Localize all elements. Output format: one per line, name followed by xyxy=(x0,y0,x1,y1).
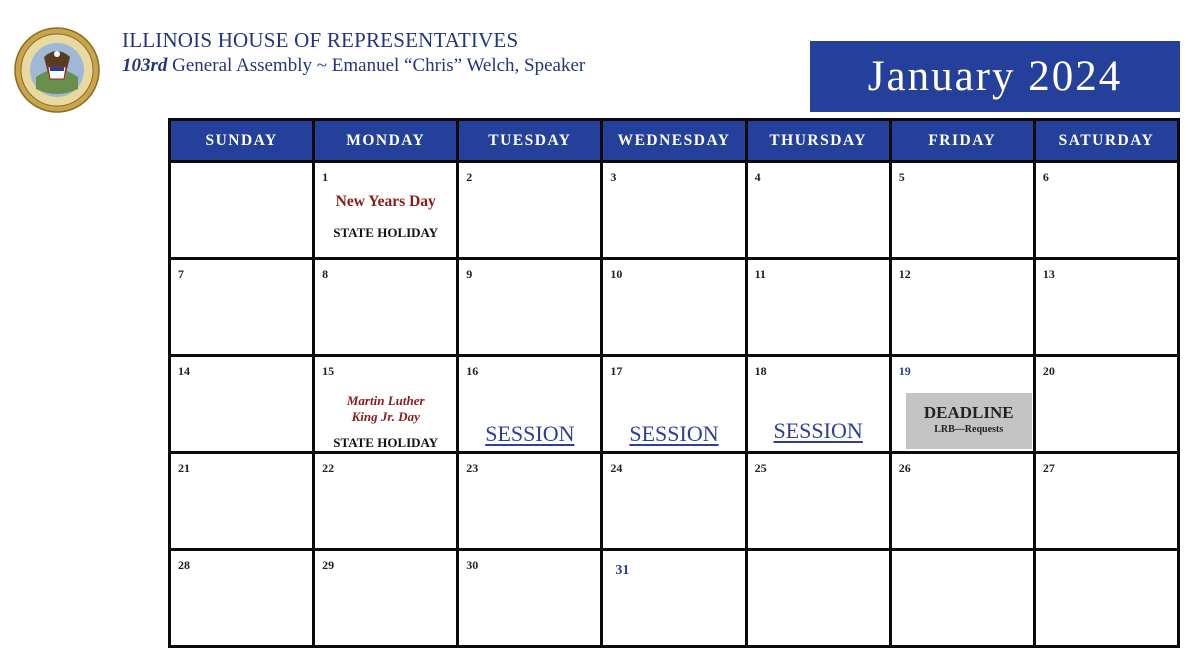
day-cell[interactable] xyxy=(602,550,746,647)
day-number: 7 xyxy=(178,267,184,281)
day-number: 30 xyxy=(466,558,479,572)
day-number: 11 xyxy=(754,267,766,281)
day-number: 23 xyxy=(466,461,479,475)
day-cell[interactable] xyxy=(1034,453,1178,550)
week-row-4 xyxy=(170,453,1179,550)
day-number: 22 xyxy=(322,461,335,475)
header-title: ILLINOIS HOUSE OF REPRESENTATIVES xyxy=(122,28,519,52)
weekday-header-monday: MONDAY xyxy=(314,120,458,162)
day-number: 20 xyxy=(1042,364,1055,378)
weekday-header-thursday: THURSDAY xyxy=(746,120,890,162)
day-cell-empty xyxy=(746,550,890,647)
state-holiday-label: STATE HOLIDAY xyxy=(333,225,439,240)
day-cell[interactable] xyxy=(890,356,1034,453)
week-row-2 xyxy=(170,259,1179,356)
weekday-header-sunday: SUNDAY xyxy=(170,120,314,162)
day-number: 31 xyxy=(615,563,630,578)
day-cell[interactable] xyxy=(746,453,890,550)
weekday-header-friday: FRIDAY xyxy=(890,120,1034,162)
day-cell[interactable] xyxy=(170,259,314,356)
day-cell[interactable] xyxy=(1034,162,1178,259)
week-row-3 xyxy=(170,356,1179,453)
day-number: 15 xyxy=(322,364,335,378)
day-number: 12 xyxy=(898,267,911,281)
day-cell-empty xyxy=(890,550,1034,647)
day-number: 25 xyxy=(754,461,767,475)
day-cell[interactable] xyxy=(890,453,1034,550)
deadline-sub-label: LRB—Requests xyxy=(934,424,1004,435)
day-cell[interactable] xyxy=(458,453,602,550)
day-cell-empty xyxy=(170,162,314,259)
day-number: 27 xyxy=(1042,461,1055,475)
session-label: SESSION xyxy=(485,421,575,446)
day-number: 4 xyxy=(754,170,761,184)
day-cell[interactable] xyxy=(314,259,458,356)
day-cell[interactable] xyxy=(602,259,746,356)
day-cell[interactable] xyxy=(890,259,1034,356)
day-number: 8 xyxy=(322,267,329,281)
calendar-grid xyxy=(168,118,1180,648)
session-label: SESSION xyxy=(773,418,863,443)
state-holiday-label: STATE HOLIDAY xyxy=(333,435,439,450)
day-number: 3 xyxy=(610,170,617,184)
holiday-mlk-line2: King Jr. Day xyxy=(351,409,420,424)
day-cell[interactable] xyxy=(1034,259,1178,356)
assembly-speaker: General Assembly ~ Emanuel “Chris” Welch, Speaker xyxy=(167,55,586,76)
day-number: 29 xyxy=(322,558,335,572)
day-cell[interactable] xyxy=(170,453,314,550)
day-cell[interactable] xyxy=(314,453,458,550)
day-number: 24 xyxy=(610,461,623,475)
day-number: 18 xyxy=(754,364,767,378)
day-number: 13 xyxy=(1042,267,1055,281)
weekday-header-saturday: SATURDAY xyxy=(1034,120,1178,162)
weekday-header-row xyxy=(170,120,1179,162)
illinois-seal-icon xyxy=(14,27,100,113)
day-number: 16 xyxy=(466,364,479,378)
header-subtitle xyxy=(122,55,585,77)
day-cell[interactable] xyxy=(602,453,746,550)
week-row-1 xyxy=(170,162,1179,259)
day-number: 5 xyxy=(898,170,905,184)
holiday-mlk-day xyxy=(315,393,456,425)
day-cell-empty xyxy=(1034,550,1178,647)
day-cell[interactable] xyxy=(458,162,602,259)
day-number: 2 xyxy=(466,170,473,184)
day-number: 1 xyxy=(322,170,329,184)
day-cell[interactable] xyxy=(746,162,890,259)
day-number: 9 xyxy=(466,267,473,281)
day-number: 19 xyxy=(898,364,911,378)
day-number: 21 xyxy=(178,461,190,475)
assembly-number: 103rd xyxy=(122,55,168,76)
weekday-header-wednesday: WEDNESDAY xyxy=(602,120,746,162)
day-cell[interactable] xyxy=(314,356,458,453)
day-cell[interactable] xyxy=(314,162,458,259)
deadline-badge xyxy=(906,393,1032,449)
day-cell[interactable] xyxy=(170,356,314,453)
day-number: 10 xyxy=(610,267,623,281)
day-cell[interactable] xyxy=(314,550,458,647)
weekday-header-tuesday: TUESDAY xyxy=(458,120,602,162)
day-number: 26 xyxy=(898,461,911,475)
day-cell[interactable] xyxy=(890,162,1034,259)
day-cell[interactable] xyxy=(458,259,602,356)
day-number: 17 xyxy=(610,364,623,378)
day-number: 6 xyxy=(1042,170,1049,184)
week-row-5 xyxy=(170,550,1179,647)
day-cell[interactable] xyxy=(458,550,602,647)
day-cell[interactable] xyxy=(1034,356,1178,453)
deadline-label: DEADLINE xyxy=(923,403,1014,422)
holiday-new-years: New Years Day xyxy=(335,193,436,210)
day-cell[interactable] xyxy=(746,356,890,453)
month-title: January 2024 xyxy=(810,41,1180,112)
day-cell[interactable] xyxy=(458,356,602,453)
day-cell[interactable] xyxy=(602,162,746,259)
day-cell[interactable] xyxy=(602,356,746,453)
session-label: SESSION xyxy=(629,421,719,446)
holiday-mlk-line1: Martin Luther xyxy=(346,393,425,408)
day-cell[interactable] xyxy=(746,259,890,356)
day-number: 14 xyxy=(178,364,190,378)
day-number: 28 xyxy=(178,558,190,572)
day-cell[interactable] xyxy=(170,550,314,647)
